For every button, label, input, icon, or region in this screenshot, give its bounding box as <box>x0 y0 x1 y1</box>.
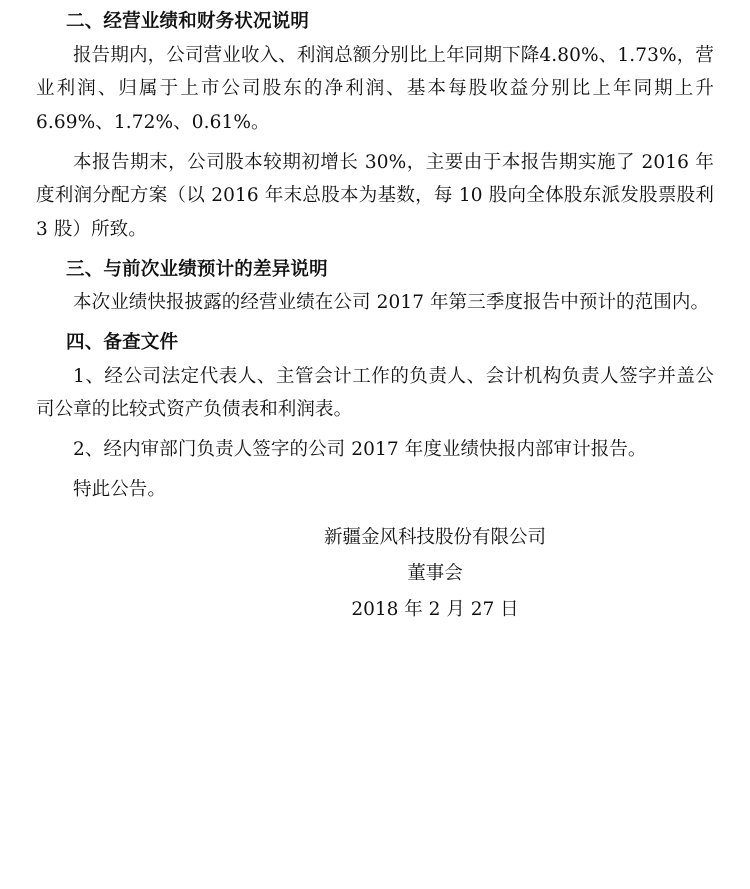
section-heading-three: 三、与前次业绩预计的差异说明 <box>66 258 328 280</box>
paragraph-announcement-note: 特此公告。 <box>73 478 167 500</box>
spacer <box>36 320 714 329</box>
paragraph-reference-doc-1: 1、经公司法定代表人、主管会计工作的负责人、会计机构负责人签字并盖公司公章的比较式资产负债表和利润表。 <box>36 365 714 421</box>
paragraph-revenue-change: 报告期内，公司营业收入、利润总额分别比上年同期下降4.80%、1.73%，营业利润、归属于上市公司股东的净利润、基本每股收益分别比上年同期上升6.69%、1.72%、0.61%。 <box>36 44 714 133</box>
signature-date: 2018 年 2 月 27 日 <box>351 599 519 621</box>
spacer <box>36 247 714 256</box>
signature-block <box>36 520 714 628</box>
section-heading-two: 二、经营业绩和财务状况说明 <box>66 11 310 32</box>
paragraph-capital-change: 本报告期末，公司股本较期初增长 30%，主要由于本报告期实施了 2016 年度利润分配方案（以 2016 年末总股本为基数，每 10 股向全体股东派发股票股利 3 股）所致。 <box>36 151 714 240</box>
section-heading-four: 四、备查文件 <box>66 331 179 353</box>
signature-company: 新疆金风科技股份有限公司 <box>323 527 546 549</box>
paragraph-forecast-difference: 本次业绩快报披露的经营业绩在公司 2017 年第三季度报告中预计的范围内。 <box>73 292 710 314</box>
signature-body: 董事会 <box>407 563 463 585</box>
paragraph-reference-doc-2: 2、经内审部门负责人签字的公司 2017 年度业绩快报内部审计报告。 <box>73 438 647 460</box>
